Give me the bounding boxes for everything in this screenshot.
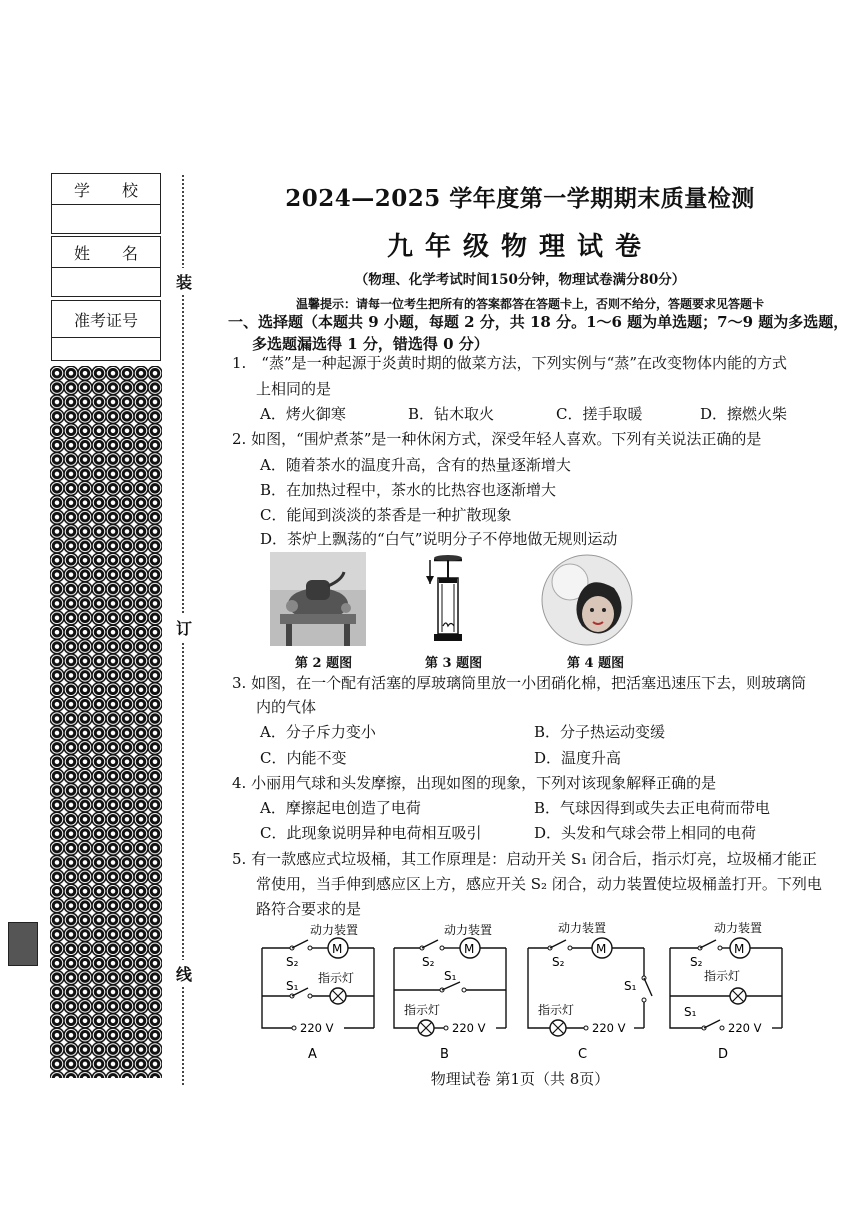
fig3-caption: 第 3 题图 bbox=[425, 656, 483, 671]
page-footer: 物理试卷 第1页（共 8页） bbox=[430, 1070, 610, 1088]
circuit-c bbox=[520, 918, 660, 1064]
school-blank[interactable] bbox=[52, 205, 160, 233]
exam-id-box bbox=[51, 300, 161, 361]
q3-option-a: A．分子斥力变小 bbox=[260, 723, 376, 741]
name-label: 姓 名 bbox=[52, 237, 160, 268]
binding-mark bbox=[8, 922, 38, 966]
circuit-b-motor-label: 动力装置 bbox=[444, 923, 493, 937]
circuit-a-lamp-label: 指示灯 bbox=[318, 971, 355, 985]
binding-char-zhuang: 装 bbox=[176, 268, 192, 295]
circuit-c-voltage: 220 V bbox=[592, 1021, 626, 1035]
circuit-d-lamp-label: 指示灯 bbox=[704, 969, 741, 983]
q1-line1: 1. “蒸”是一种起源于炎黄时期的做菜方法，下列实例与“蒸”在改变物体内能的方式 bbox=[232, 354, 787, 372]
fig2-caption: 第 2 题图 bbox=[295, 656, 353, 671]
circuit-c-s2: S₂ bbox=[552, 955, 565, 969]
circuit-a-m: M bbox=[332, 942, 343, 956]
q1-line2: 上相同的是 bbox=[256, 380, 332, 398]
binding-char-ding: 订 bbox=[176, 614, 192, 641]
decorative-pattern bbox=[50, 366, 162, 1078]
circuit-c-motor-label: 动力装置 bbox=[558, 921, 607, 935]
fig4-balloon-hair-photo bbox=[540, 554, 634, 646]
circuit-d-voltage: 220 V bbox=[728, 1021, 762, 1035]
q3-line1: 3. 如图，在一个配有活塞的厚玻璃筒里放一小团硝化棉，把活塞迅速压下去，则玻璃筒 bbox=[232, 674, 807, 692]
name-blank[interactable] bbox=[52, 268, 160, 296]
circuit-d-m: M bbox=[734, 942, 745, 956]
q5-line1: 5. 有一款感应式垃圾桶，其工作原理是：启动开关 S₁ 闭合后，指示灯亮，垃圾桶才能正 bbox=[232, 850, 817, 868]
q3-line2: 内的气体 bbox=[256, 698, 317, 716]
q2-option-c: C．能闻到淡淡的茶香是一种扩散现象 bbox=[260, 506, 512, 524]
exam-title: 2024—2025 学年度第一学期期末质量检测 bbox=[285, 185, 755, 212]
q1-option-b: B．钻木取火 bbox=[408, 405, 495, 423]
q4-stem: 4. 小丽用气球和头发摩擦，出现如图的现象，下列对该现象解释正确的是 bbox=[232, 774, 717, 792]
circuit-d-s2: S₂ bbox=[690, 955, 703, 969]
q1-option-c: C．搓手取暖 bbox=[556, 405, 643, 423]
q4-option-c: C．此现象说明异种电荷相互吸引 bbox=[260, 824, 482, 842]
name-box bbox=[51, 236, 161, 297]
q4-option-b: B．气球因得到或失去正电荷而带电 bbox=[534, 799, 771, 817]
circuit-b-m: M bbox=[464, 942, 475, 956]
exam-id-label: 准考证号 bbox=[52, 301, 160, 338]
q1-option-a: A．烤火御寒 bbox=[260, 405, 346, 423]
circuit-b-s1: S₁ bbox=[444, 969, 457, 983]
circuit-c-s1: S₁ bbox=[624, 979, 637, 993]
q3-option-b: B．分子热运动变缓 bbox=[534, 723, 666, 741]
school-box bbox=[51, 173, 161, 234]
circuit-a bbox=[252, 918, 378, 1064]
circuit-b bbox=[386, 918, 512, 1064]
time-note: （物理、化学考试时间150分钟，物理试卷满分80分） bbox=[354, 272, 686, 288]
q3-option-c: C．内能不变 bbox=[260, 749, 347, 767]
section-heading-line2: 多选题漏选得 1 分，错选得 0 分） bbox=[252, 335, 489, 353]
fig3-glass-cylinder-diagram bbox=[420, 550, 476, 646]
binding-char-xian: 线 bbox=[176, 960, 192, 987]
circuit-a-voltage: 220 V bbox=[300, 1021, 334, 1035]
tip-note: 温馨提示：请每一位考生把所有的答案都答在答题卡上，否则不给分，答题要求见答题卡 bbox=[295, 297, 764, 311]
circuit-c-lamp-label: 指示灯 bbox=[538, 1003, 575, 1017]
circuit-a-letter: A bbox=[308, 1047, 317, 1062]
section-heading-line1: 一、选择题（本题共 9 小题，每题 2 分，共 18 分。1～6 题为单选题；7～9 题为多选题， bbox=[228, 313, 849, 331]
circuit-a-motor-label: 动力装置 bbox=[310, 923, 359, 937]
circuit-b-letter: B bbox=[440, 1047, 449, 1062]
circuit-a-s2: S₂ bbox=[286, 955, 299, 969]
q5-line3: 路符合要求的是 bbox=[256, 900, 362, 918]
q4-option-a: A．摩擦起电创造了电荷 bbox=[260, 799, 421, 817]
q4-option-d: D．头发和气球会带上相同的电荷 bbox=[534, 824, 757, 842]
q2-option-a: A．随着茶水的温度升高，含有的热量逐渐增大 bbox=[260, 456, 571, 474]
exam-subtitle: 九年级物理试卷 bbox=[386, 232, 653, 262]
fig2-tea-stove-photo bbox=[270, 552, 366, 646]
exam-id-blank[interactable] bbox=[52, 338, 160, 360]
q2-option-d: D．茶炉上飘荡的“白气”说明分子不停地做无规则运动 bbox=[260, 530, 618, 548]
q2-option-b: B．在加热过程中，茶水的比热容也逐渐增大 bbox=[260, 481, 557, 499]
q5-line2: 常使用，当手伸到感应区上方，感应开关 S₂ 闭合，动力装置使垃圾桶盖打开。下列电 bbox=[256, 875, 822, 893]
circuit-d-s1: S₁ bbox=[684, 1005, 697, 1019]
q2-stem: 2. 如图，“围炉煮茶”是一种休闲方式，深受年轻人喜欢。下列有关说法正确的是 bbox=[232, 430, 762, 448]
circuit-b-s2: S₂ bbox=[422, 955, 435, 969]
school-label: 学 校 bbox=[52, 174, 160, 205]
circuit-b-voltage: 220 V bbox=[452, 1021, 486, 1035]
circuit-a-s1: S₁ bbox=[286, 979, 299, 993]
circuit-c-letter: C bbox=[578, 1047, 588, 1062]
circuit-b-lamp-label: 指示灯 bbox=[404, 1003, 441, 1017]
circuit-c-m: M bbox=[596, 942, 607, 956]
q1-option-d: D．擦燃火柴 bbox=[700, 405, 788, 423]
circuit-d-letter: D bbox=[718, 1047, 729, 1062]
q3-option-d: D．温度升高 bbox=[534, 749, 622, 767]
fig4-caption: 第 4 题图 bbox=[567, 656, 625, 671]
circuit-d-motor-label: 动力装置 bbox=[714, 921, 763, 935]
circuit-d bbox=[664, 918, 790, 1064]
